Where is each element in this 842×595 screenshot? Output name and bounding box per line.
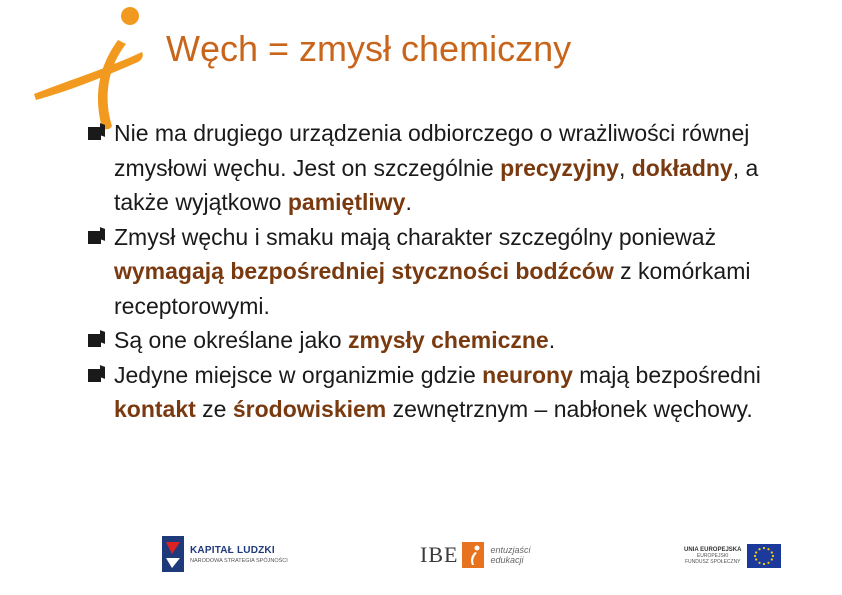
bullet-text: , <box>618 154 632 181</box>
highlight-text: zmysły chemiczne <box>348 327 549 353</box>
ibe-logo <box>420 542 530 568</box>
highlight-text: neurony <box>482 361 573 388</box>
highlight-text: dokładny <box>631 154 733 181</box>
bullet-list <box>88 116 818 427</box>
eu-fund-2: FUNDUSZ SPOŁECZNY <box>684 559 741 565</box>
square-bullet-icon <box>88 334 101 347</box>
eu-flag-icon <box>747 544 781 568</box>
highlight-text: wymagają bezpośredniej styczności bodźców <box>114 258 614 284</box>
highlight-text: pamiętliwy <box>287 189 406 215</box>
square-bullet-icon <box>88 127 101 140</box>
square-bullet-icon <box>88 231 101 244</box>
bullet-item <box>88 116 818 220</box>
kapital-ludzki-title: KAPITAŁ LUDZKI <box>190 544 275 556</box>
ibe-tagline-2: edukacji <box>490 555 524 565</box>
ibe-logo-icon <box>462 542 484 568</box>
bullet-item <box>88 220 818 324</box>
bullet-text: mają bezpośredni <box>572 361 761 388</box>
bullet-item <box>88 358 818 427</box>
highlight-text: kontakt <box>114 396 196 422</box>
square-bullet-icon <box>88 369 101 382</box>
bullet-text: Są one określane jako <box>114 327 348 353</box>
kapital-ludzki-logo <box>162 536 288 572</box>
highlight-text: środowiskiem <box>232 396 387 422</box>
bullet-text: . <box>405 189 412 215</box>
eu-logo <box>684 544 781 568</box>
bullet-text: Jedyne miejsce w organizmie gdzie <box>114 361 483 388</box>
kapital-ludzki-subtitle: NARODOWA STRATEGIA SPÓJNOŚCI <box>190 557 288 564</box>
bullet-text: Zmysł węchu i smaku mają charakter szczególny ponieważ <box>114 223 717 250</box>
footer-logos <box>0 530 842 580</box>
ibe-text: IBE <box>420 542 459 567</box>
bullet-text: , a także wyjątkowo <box>114 154 759 215</box>
eu-title: UNIA EUROPEJSKA <box>684 547 742 553</box>
highlight-text: precyzyjny <box>500 154 619 181</box>
bullet-text: z komórkami receptorowymi. <box>114 258 751 319</box>
bullet-text: ze <box>195 396 233 422</box>
eu-fund-1: EUROPEJSKI <box>696 553 729 559</box>
swoosh-logo-icon <box>30 2 150 132</box>
bullet-text: . <box>548 327 556 353</box>
kapital-ludzki-logo-icon <box>162 536 184 572</box>
bullet-text: Nie ma drugiego urządzenia odbiorczego o wrażliwości równej zmysłowi węchu. Jest on szczególnie <box>114 120 750 181</box>
ibe-tagline-1: entuzjaści <box>490 545 531 555</box>
bullet-item <box>88 323 818 358</box>
page-title: Węch = zmysł chemiczny <box>166 28 572 69</box>
bullet-text: zewnętrznym – nabłonek węchowy. <box>386 396 753 422</box>
